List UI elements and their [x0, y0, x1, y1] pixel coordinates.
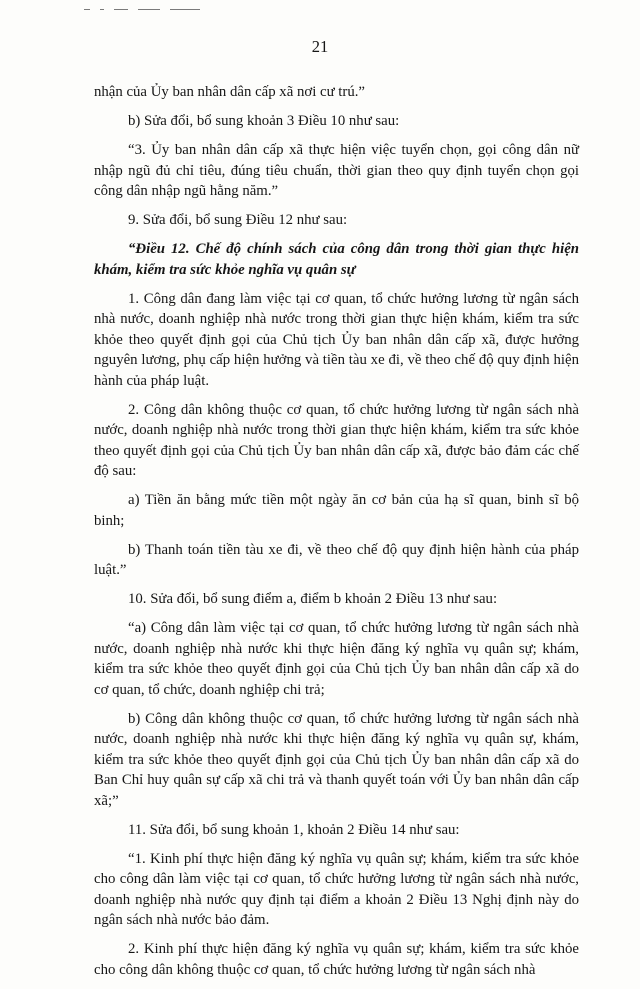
article-13-point-b: b) Công dân không thuộc cơ quan, tổ chức hưởng lương từ ngân sách nhà nước, doanh nghiệp nhà nước khi thực hiện đăng ký nghĩa vụ quân sự, khám, kiểm tra sức khỏe theo quyết định gọi của Chủ tịch Ủy ban nhân dân cấp xã do Ban Chỉ huy quân sự cấp xã chi trả và thanh quyết toán với Ủy ban nhân dân cấp xã;” [94, 710, 579, 809]
article-13-point-a: “a) Công dân làm việc tại cơ quan, tổ chức hưởng lương từ ngân sách nhà nước, doanh nghiệp nhà nước khi thực hiện đăng ký nghĩa vụ quân sự; khám, kiểm tra sức khỏe theo quyết định gọi của Chủ tịch Ủy ban nhân dân cấp xã do cơ quan, tổ chức, doanh nghiệp chi trả; [94, 620, 579, 698]
amendment-item-9: 9. Sửa đổi, bổ sung Điều 12 như sau: [128, 212, 348, 228]
article-12-point-b: b) Thanh toán tiền tàu xe đi, về theo chế độ quy định hiện hành của pháp luật.” [94, 541, 579, 578]
article-12-point-a: a) Tiền ăn bằng mức tiền một ngày ăn cơ bản của hạ sĩ quan, binh sĩ bộ binh; [94, 492, 579, 529]
article-12-clause-1: 1. Công dân đang làm việc tại cơ quan, tổ chức hưởng lương từ ngân sách nhà nước, doanh nghiệp nhà nước trong thời gian thực hiện khám, kiểm tra sức khỏe theo quyết định gọi của Chủ tịch Ủy ban nhân dân cấp xã, được hưởng nguyên lương, phụ cấp hiện hưởng và tiền tàu xe đi, về theo chế độ quy định hiện hành của pháp luật. [94, 290, 579, 389]
document-body [94, 82, 579, 989]
article-12-heading: “Điều 12. Chế độ chính sách của công dân trong thời gian thực hiện khám, kiểm tra sức khỏe nghĩa vụ quân sự [94, 241, 579, 278]
amendment-item-b-article-10: b) Sửa đổi, bổ sung khoản 3 Điều 10 như sau: [128, 113, 400, 129]
amendment-item-10: 10. Sửa đổi, bổ sung điểm a, điểm b khoản 2 Điều 13 như sau: [128, 591, 498, 607]
paragraph-continuation: nhận của Ủy ban nhân dân cấp xã nơi cư trú.” [94, 84, 365, 100]
page-number: 21 [311, 37, 329, 56]
quoted-clause-3: “3. Ủy ban nhân dân cấp xã thực hiện việc tuyển chọn, gọi công dân nữ nhập ngũ đủ chỉ tiêu, đúng tiêu chuẩn, thời gian theo quy định tuyển chọn gọi công dân nhập ngũ hằng năm.” [94, 142, 579, 199]
article-14-clause-2: 2. Kinh phí thực hiện đăng ký nghĩa vụ quân sự; khám, kiểm tra sức khỏe cho công dân không thuộc cơ quan, tổ chức hưởng lương từ ngân sách nhà [94, 941, 579, 978]
article-12-clause-2: 2. Công dân không thuộc cơ quan, tổ chức hưởng lương từ ngân sách nhà nước, doanh nghiệp nhà nước trong thời gian thực hiện khám, kiểm tra sức khỏe theo quyết định gọi của Chủ tịch Ủy ban nhân dân cấp xã, được bảo đảm các chế độ sau: [94, 401, 579, 479]
article-14-clause-1: “1. Kinh phí thực hiện đăng ký nghĩa vụ quân sự; khám, kiểm tra sức khỏe cho công dân làm việc tại cơ quan, tổ chức hưởng lương từ ngân sách nhà nước, doanh nghiệp nhà nước quy định tại điểm a khoản 2 Điều 13 Nghị định này do ngân sách nhà nước bảo đảm. [94, 850, 579, 928]
scan-artifact-marks [84, 6, 234, 12]
amendment-item-11: 11. Sửa đổi, bổ sung khoản 1, khoản 2 Điều 14 như sau: [128, 821, 460, 838]
